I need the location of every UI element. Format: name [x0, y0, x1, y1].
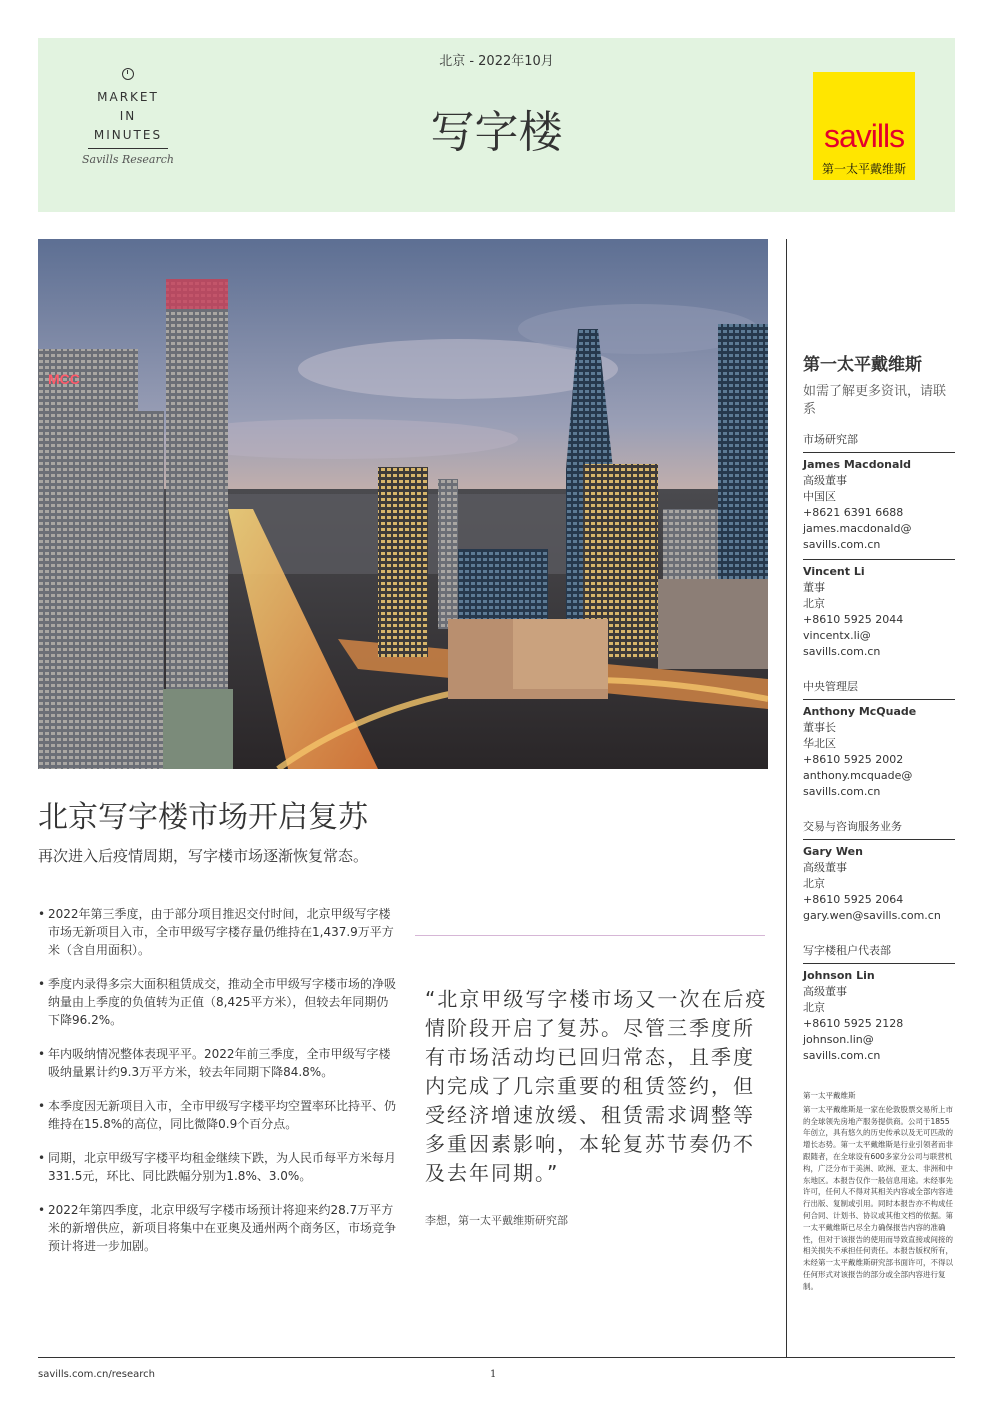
contact-region: 北京	[803, 597, 825, 610]
section-label-research: 市场研究部	[803, 431, 955, 453]
series-line-3: MINUTES	[93, 128, 163, 142]
disclaimer	[803, 1090, 955, 1293]
contact-card	[803, 840, 955, 930]
logo-chinese-name: 第一太平戴维斯	[821, 162, 906, 176]
contact-phone[interactable]: +8610 5925 2002	[803, 753, 904, 766]
contact-title: 董事长	[803, 721, 836, 734]
clock-icon	[122, 68, 134, 80]
contact-title: 高级董事	[803, 861, 847, 874]
skyline-illustration	[38, 239, 768, 769]
contact-phone[interactable]: +8621 6391 6688	[803, 506, 904, 519]
contact-title: 董事	[803, 581, 825, 594]
contact-name: James Macdonald	[803, 458, 912, 471]
contact-region: 北京	[803, 1001, 825, 1014]
section-label-tenant-rep: 写字楼租户代表部	[803, 942, 955, 964]
key-points-list	[38, 905, 398, 1271]
series-line-2: IN	[119, 109, 137, 123]
contacts-sidebar	[803, 350, 955, 1070]
contact-email[interactable]: johnson.lin@	[803, 1033, 874, 1046]
contact-name: Gary Wen	[803, 845, 863, 858]
page-number: 1	[490, 1369, 497, 1380]
disclaimer-text: 第一太平戴维斯是一家在伦敦股票交易所上市的全球领先房地产服务提供商。公司于1855年创立，具有悠久的历史传承以及无可匹敌的增长态势。第一太平戴维斯是行业引领者而非跟随者，在全球设有600多家分公司与联营机构，广泛分布于美洲、欧洲、亚太、非洲和中东地区。本报告仅作一般信息用途。未经事先许可，任何人不得对其相关内容或全部内容进行出版、复制或引用。同时本报告亦不构成任何合同、计划书、协议或其他文档的依据。第一太平戴维斯已尽全力确保报告内容的准确性，但对于该报告的使用而导致直接或间接的相关损失不承担任何责任。本报告版权所有，未经第一太平戴维斯研究部书面许可，不得以任何形式对该报告的部分或全部内容进行复制。	[803, 1104, 953, 1291]
savills-logo	[813, 72, 915, 180]
contact-card	[803, 453, 955, 560]
contact-card	[803, 560, 955, 666]
list-item: • 2022年第四季度，北京甲级写字楼市场预计将迎来约28.7万平方米的新增供应，新项目将集中在亚奥及通州两个商务区，市场竞争预计将进一步加剧。	[38, 1201, 398, 1255]
series-line-1: MARKET	[97, 90, 159, 104]
disclaimer-title: 第一太平戴维斯	[803, 1091, 856, 1100]
contact-region: 华北区	[803, 737, 836, 750]
contact-email[interactable]: gary.wen@savills.com.cn	[803, 909, 941, 922]
list-item: • 本季度因无新项目入市，全市甲级写字楼平均空置率环比持平、仍维持在15.8%的高位，同比微降0.9个百分点。	[38, 1097, 398, 1133]
sidebar-note: 如需了解更多资讯，请联系	[803, 384, 947, 417]
list-item: • 季度内录得多宗大面积租赁成交，推动全市甲级写字楼市场的净吸纳量由上季度的负值转为正值（8,425平方米），但较去年同期仍下降96.2%。	[38, 975, 398, 1029]
sidebar-company: 第一太平戴维斯	[803, 355, 922, 375]
contact-email-domain[interactable]: savills.com.cn	[803, 538, 881, 551]
footer-divider	[38, 1357, 955, 1358]
quote-divider	[415, 935, 765, 936]
contact-name: Johnson Lin	[803, 969, 875, 982]
contact-title: 高级董事	[803, 474, 847, 487]
contact-name: Vincent Li	[803, 565, 865, 578]
contact-card	[803, 964, 955, 1070]
page-title: 写字楼	[430, 107, 563, 158]
section-label-management: 中央管理层	[803, 678, 955, 700]
series-subtitle: Savills Research	[81, 153, 174, 166]
contact-email[interactable]: james.macdonald@	[803, 522, 912, 535]
article-subhead: 再次进入后疫情周期，写字楼市场逐渐恢复常态。	[38, 847, 369, 865]
contact-email[interactable]: vincentx.li@	[803, 629, 871, 642]
building-sign-text: MCC	[48, 371, 80, 387]
logo-wordmark: savills	[823, 118, 905, 154]
contact-phone[interactable]: +8610 5925 2064	[803, 893, 904, 906]
contact-phone[interactable]: +8610 5925 2044	[803, 613, 904, 626]
section-label-advisory: 交易与咨询服务业务	[803, 818, 955, 840]
contact-email-domain[interactable]: savills.com.cn	[803, 785, 881, 798]
list-item: • 2022年第三季度，由于部分项目推迟交付时间，北京甲级写字楼市场无新项目入市，全市甲级写字楼存量仍维持在1,437.9万平方米（含自用面积）。	[38, 905, 398, 959]
list-item: • 年内吸纳情况整体表现平平。2022年前三季度，全市甲级写字楼吸纳量累计约9.3万平方米，较去年同期下降84.8%。	[38, 1045, 398, 1081]
location-date: 北京 - 2022年10月	[439, 54, 554, 69]
contact-name: Anthony McQuade	[803, 705, 917, 718]
pull-quote: “北京甲级写字楼市场又一次在后疫情阶段开启了复苏。尽管三季度所有市场活动均已回归常态，且季度内完成了几宗重要的租赁签约，但受经济增速放缓、租赁需求调整等多重因素影响，本轮复苏节奏仍不及去年同期。”	[425, 987, 768, 1185]
contact-email[interactable]: anthony.mcquade@	[803, 769, 913, 782]
city-skyline-photo	[38, 239, 768, 769]
contact-region: 中国区	[803, 490, 836, 503]
footer-link[interactable]: savills.com.cn/research	[38, 1369, 155, 1380]
sidebar-divider	[786, 239, 787, 1357]
contact-email-domain[interactable]: savills.com.cn	[803, 645, 881, 658]
contact-region: 北京	[803, 877, 825, 890]
header-band	[38, 38, 955, 212]
contact-phone[interactable]: +8610 5925 2128	[803, 1017, 904, 1030]
list-item: • 同期，北京甲级写字楼平均租金继续下跌，为人民币每平方米每月331.5元，环比、同比跌幅分别为1.8%、3.0%。	[38, 1149, 398, 1185]
quote-attribution: 李想，第一太平戴维斯研究部	[425, 1214, 568, 1227]
contact-title: 高级董事	[803, 985, 847, 998]
contact-email-domain[interactable]: savills.com.cn	[803, 1049, 881, 1062]
contact-card	[803, 700, 955, 806]
article-headline: 北京写字楼市场开启复苏	[38, 800, 368, 835]
